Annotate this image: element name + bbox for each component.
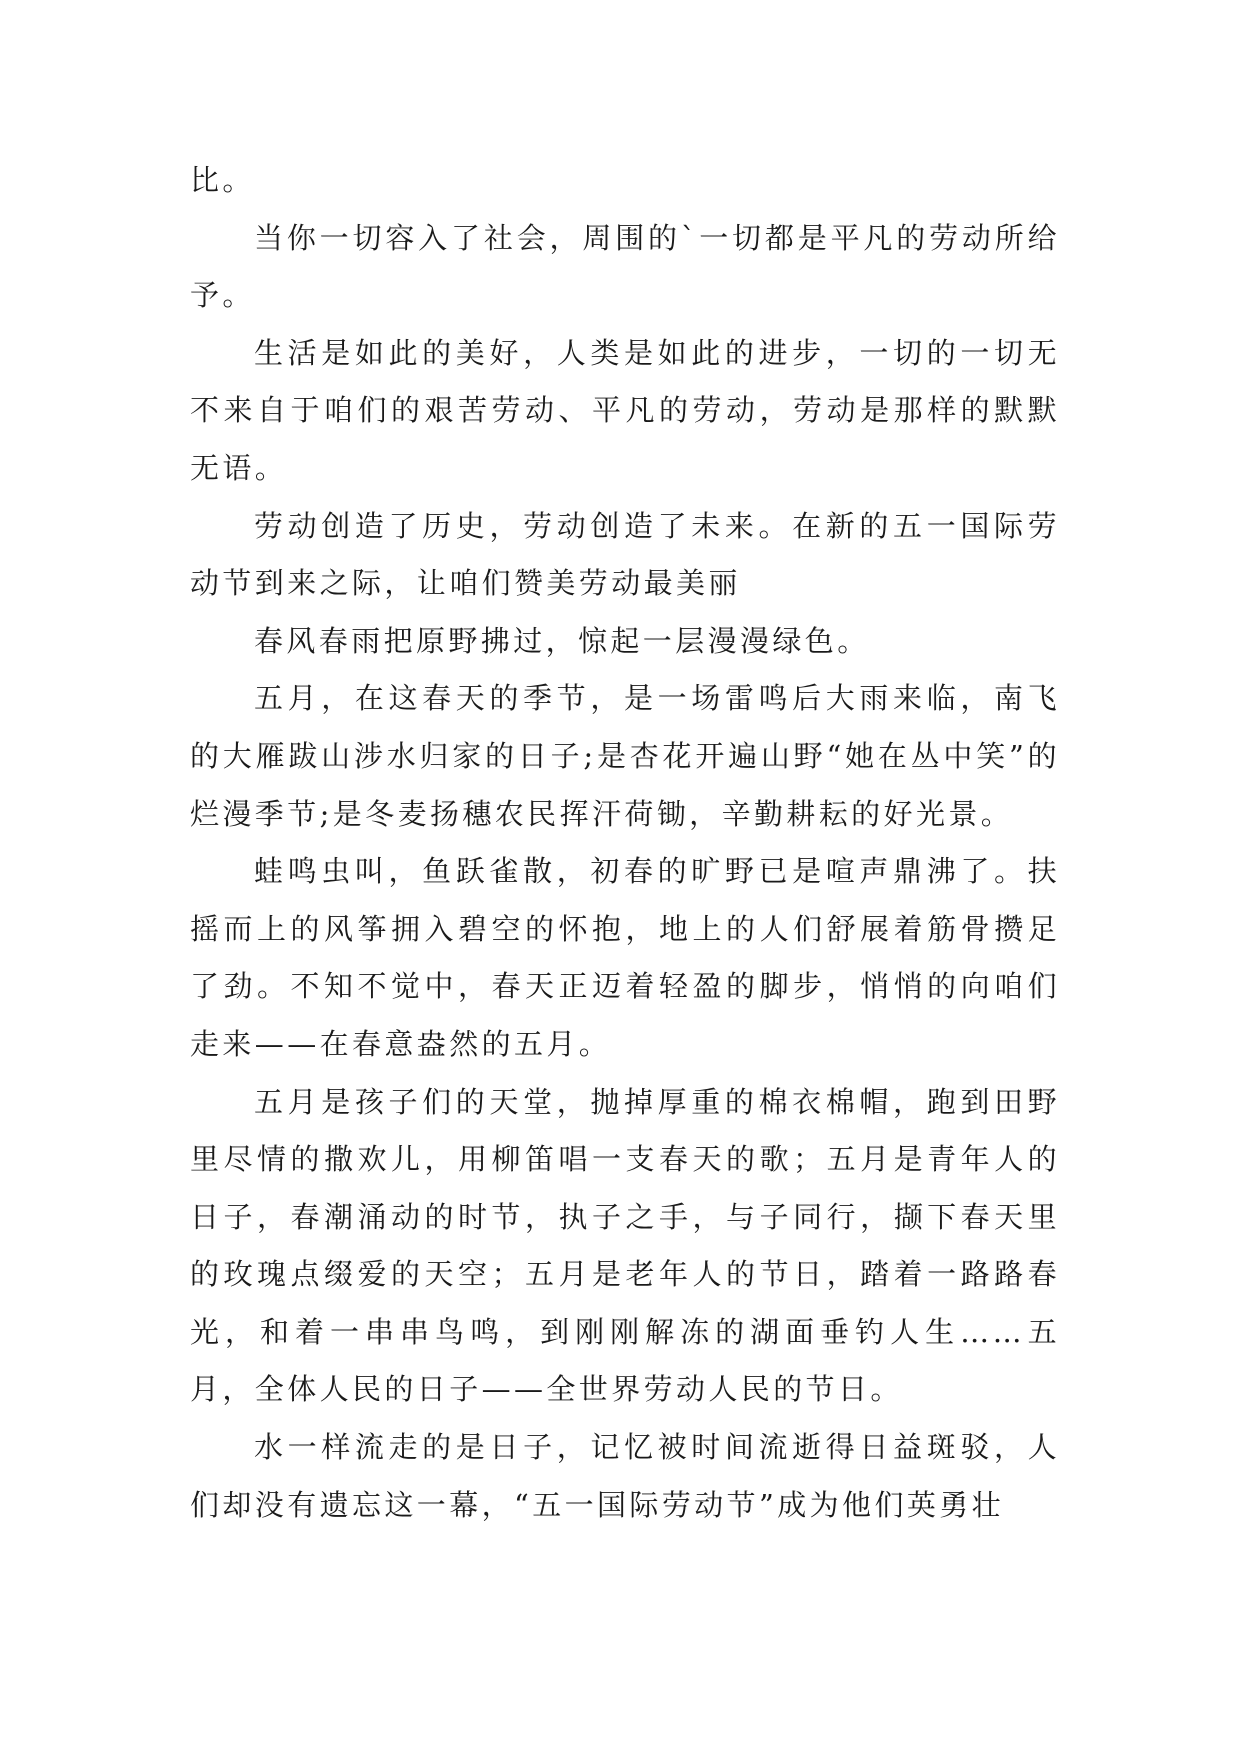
paragraph: 五月是孩子们的天堂，抛掉厚重的棉衣棉帽，跑到田野里尽情的撒欢儿，用柳笛唱一支春天的歌；五月是青年人的日子，春潮涌动的时节，执子之手，与子同行，撷下春天里的玫瑰点缀爱的天空；五月是老年人的节日，踏着一路路春光，和着一串串鸟鸣，到刚刚解冻的湖面垂钓人生……五月，全体人民的日子——全世界劳动人民的节日。 bbox=[190, 1084, 1060, 1407]
paragraph: 比。 bbox=[190, 163, 255, 197]
paragraph: 水一样流走的是日子，记忆被时间流逝得日益斑驳，人们却没有遗忘这一幕，“五一国际劳动节”成为他们英勇壮 bbox=[190, 1430, 1060, 1522]
paragraph: 当你一切容入了社会，周围的`一切都是平凡的劳动所给予。 bbox=[190, 220, 1060, 313]
document-body bbox=[190, 152, 1060, 1534]
paragraph: 生活是如此的美好，人类是如此的进步，一切的一切无不来自于咱们的艰苦劳动、平凡的劳动，劳动是那样的默默无语。 bbox=[190, 335, 1060, 485]
paragraph: 五月，在这春天的季节，是一场雷鸣后大雨来临，南飞的大雁跋山涉水归家的日子;是杏花开遍山野“她在丛中笑”的烂漫季节;是冬麦扬穗农民挥汗荷锄，辛勤耕耘的好光景。 bbox=[190, 681, 1060, 831]
paragraph: 春风春雨把原野拂过，惊起一层漫漫绿色。 bbox=[254, 623, 870, 658]
paragraph: 蛙鸣虫叫，鱼跃雀散，初春的旷野已是喧声鼎沸了。扶摇而上的风筝拥入碧空的怀抱，地上的人们舒展着筋骨攒足了劲。不知不觉中，春天正迈着轻盈的脚步，悄悄的向咱们走来——在春意盎然的五月。 bbox=[190, 854, 1060, 1061]
paragraph: 劳动创造了历史，劳动创造了未来。在新的五一国际劳动节到来之际，让咱们赞美劳动最美丽 bbox=[190, 508, 1060, 601]
